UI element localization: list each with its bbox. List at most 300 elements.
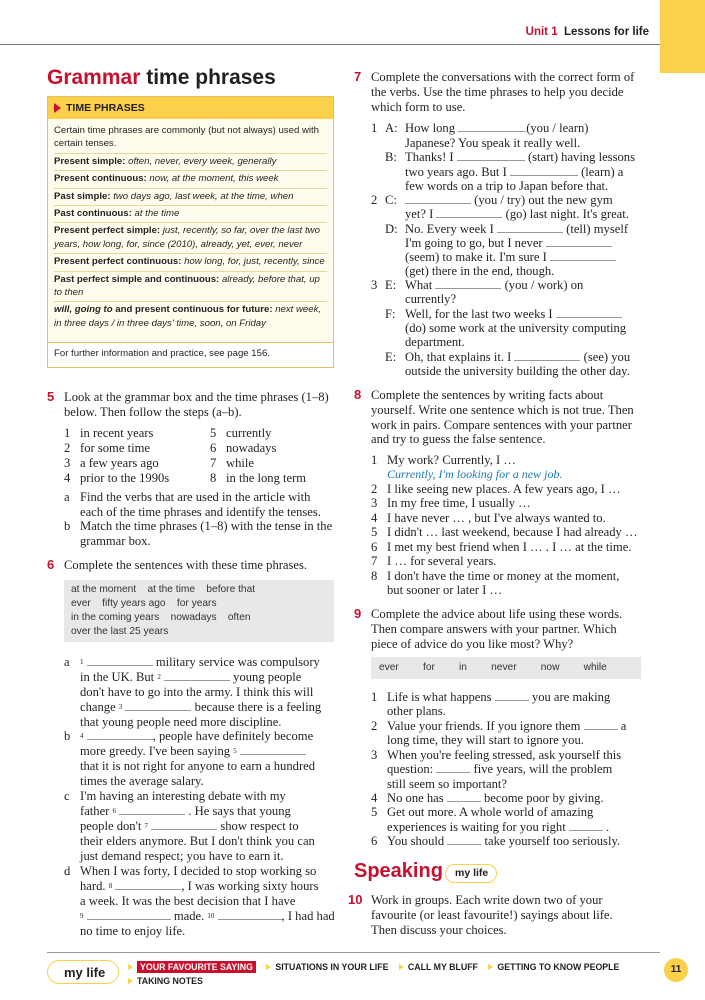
ex6-a-line <box>80 655 320 670</box>
entry <box>54 302 327 332</box>
ex5-phrase <box>210 441 276 456</box>
text: hard. <box>80 879 106 893</box>
ex6-b-line: times the average salary. <box>80 774 204 788</box>
ex5-phrase <box>210 471 306 486</box>
blank[interactable] <box>584 720 618 730</box>
text: yet? I <box>405 207 434 221</box>
entry-phrases: already, before that, up to then <box>54 273 320 299</box>
ex6-d-line <box>80 909 335 924</box>
text: father <box>80 804 110 818</box>
entry-tense: Past continuous: <box>54 208 132 220</box>
entry <box>54 189 327 206</box>
text: . He says that young <box>188 804 291 818</box>
step-letter: a <box>64 490 70 504</box>
word: never <box>491 662 517 673</box>
ex8-item <box>371 569 619 584</box>
text: Well, for the last two weeks I <box>405 307 553 321</box>
blank[interactable] <box>435 279 501 289</box>
entry-phrases: next week, in three days / in three days' time, soon, on Friday <box>54 304 322 329</box>
unit-title: Lessons for life <box>564 26 649 38</box>
word: ever <box>71 598 91 609</box>
step-letter: b <box>64 519 71 533</box>
entry <box>54 272 327 303</box>
ex9-word-box <box>371 657 641 679</box>
item-num: 6 <box>371 834 378 848</box>
entry-tense-italic: will, going to <box>54 304 113 316</box>
sup: 3 <box>118 703 123 711</box>
ex6-number: 6 <box>47 557 55 572</box>
blank[interactable] <box>405 194 471 204</box>
text: young people <box>233 670 302 684</box>
footer-link[interactable] <box>128 962 256 972</box>
triangle-icon <box>488 964 493 970</box>
ex7-number: 7 <box>354 69 362 84</box>
text: (seem) to make it. I'm sure I <box>405 250 547 264</box>
text: , people have definitely become <box>152 729 314 743</box>
text: because there is a feeling <box>194 700 322 714</box>
ex7-speaker: B: <box>385 150 397 164</box>
header-rule <box>0 44 660 45</box>
step-text: Find the verbs that are used in the article with each of the time phrases and identify the tenses. <box>80 490 321 519</box>
blank[interactable] <box>447 792 481 802</box>
text: You should <box>387 834 445 848</box>
blank[interactable] <box>218 910 282 920</box>
ex6-d-line: When I was forty, I decided to stop working so <box>80 864 317 878</box>
ex5-instruction: Look at the grammar box and the time phrases (1–8) below. Then follow the steps (a–b). <box>64 390 329 419</box>
ex9-item-cont: other plans. <box>387 704 446 718</box>
word: before that <box>206 584 256 595</box>
text: Get out more. A whole world of amazing <box>387 805 594 819</box>
ex7-line <box>405 207 629 222</box>
text: military service was compulsory <box>155 655 320 669</box>
ex8-item <box>371 525 638 540</box>
phrase-num: 5 <box>210 426 217 440</box>
ex6-c-line <box>80 819 299 834</box>
ex7-line <box>405 350 630 365</box>
ex6-instruction: Complete the sentences with these time phrases. <box>64 558 308 572</box>
entry-tense: Present simple: <box>54 155 126 167</box>
ex7-speaker: E: <box>385 278 397 292</box>
entry <box>54 171 327 188</box>
footer-link[interactable] <box>128 976 203 986</box>
ex6-a-line: don't have to go into the army. I think this will <box>80 685 314 699</box>
ex6-a-line <box>80 670 301 685</box>
ex7-speaker: A: <box>385 121 398 135</box>
footer-rule <box>47 952 660 953</box>
text: question: <box>387 762 434 776</box>
ex9-item <box>371 719 626 734</box>
phrase-num: 4 <box>64 471 71 485</box>
ex8-instruction: Complete the sentences by writing facts about yourself. Write one sentence which is not true. Then work in pairs. Compare sentences with your partner and try to guess the false sentence. <box>371 388 634 447</box>
phrase-text: currently <box>226 426 272 440</box>
text: , I was working sixty hours <box>181 879 319 893</box>
phrase-text: in recent years <box>80 426 154 440</box>
blank[interactable] <box>556 308 622 318</box>
ex8-item <box>371 453 516 468</box>
word: in the coming years <box>71 612 160 623</box>
ex6-d-line: a week. It was the best decision that I have <box>80 894 296 908</box>
blank[interactable] <box>458 122 526 132</box>
footer-link[interactable] <box>266 962 388 972</box>
phrase-text: in the long term <box>226 471 307 485</box>
header-tab <box>660 0 705 73</box>
text: Thanks! I <box>405 150 454 164</box>
ex7-line <box>405 121 588 136</box>
ex6-c-line: I'm having an interesting debate with my <box>80 789 286 803</box>
blank[interactable] <box>87 910 171 920</box>
word: over the last 25 years <box>71 626 169 637</box>
blank[interactable] <box>164 671 230 681</box>
phrase-text: nowadays <box>226 441 277 455</box>
ex7-line: (get) there in the end, though. <box>405 264 555 278</box>
ex6-word-row <box>71 598 217 609</box>
ex9-number: 9 <box>354 606 362 621</box>
ex7-line: currently? <box>405 292 457 306</box>
item-num: 3 <box>371 748 378 762</box>
ex9-item-cont: still seem so important? <box>387 777 507 791</box>
text: Life is what happens <box>387 690 492 704</box>
text: five years, will the problem <box>473 762 613 776</box>
ex7-line <box>405 150 635 165</box>
phrase-num: 1 <box>64 426 71 440</box>
item-text: I didn't … last weekend, because I had already … <box>387 525 638 539</box>
blank[interactable] <box>151 820 217 830</box>
entry-phrases: two days ago, last week, at the time, when <box>113 190 294 202</box>
text: . <box>606 820 610 834</box>
word: for <box>422 662 435 673</box>
ex5-phrase <box>210 456 254 471</box>
text: (you / try) out the new gym <box>474 193 613 207</box>
footer-link[interactable] <box>399 962 478 972</box>
time-phrases-body <box>48 119 333 332</box>
ex6-d-line <box>80 879 318 894</box>
entry <box>54 254 327 271</box>
footer-link-label: GETTING TO KNOW PEOPLE <box>497 962 620 972</box>
entry-phrases: how long, for, just, recently, since <box>184 256 325 268</box>
text: become poor by giving. <box>483 791 604 805</box>
item-text: I … for several years. <box>387 554 497 568</box>
ex5-number: 5 <box>47 389 55 404</box>
item-num: 6 <box>371 540 378 554</box>
item-num: 1 <box>371 453 378 467</box>
item-num: 8 <box>371 569 378 583</box>
blank[interactable] <box>546 237 612 247</box>
item-text: In my free time, I usually … <box>387 496 531 510</box>
ex6-b-line <box>80 744 306 759</box>
text: I'm going to go, but I never <box>405 236 543 250</box>
entry-phrases: just, recently, so far, over the last two years, how long, for, since (2010), already, yet, ever, never <box>54 225 320 250</box>
ex6-d-letter: d <box>64 864 71 878</box>
ex5-phrase <box>64 471 169 486</box>
ex6-c-line <box>80 804 291 819</box>
ex7-num: 2 <box>371 193 378 207</box>
step-text: Match the time phrases (1–8) with the tense in the grammar box. <box>80 519 333 548</box>
footer-link-label: SITUATIONS IN YOUR LIFE <box>275 962 389 972</box>
footer-link-label: CALL MY BLUFF <box>407 962 478 972</box>
ex8-example: Currently, I'm looking for a new job. <box>387 467 563 481</box>
blank[interactable] <box>497 223 563 233</box>
ex6-d-line: no time to enjoy life. <box>80 924 186 938</box>
item-num: 2 <box>371 719 378 733</box>
text: (see) you <box>583 350 631 364</box>
blank[interactable] <box>495 691 529 701</box>
my-life-badge: my life <box>445 864 497 883</box>
triangle-icon <box>399 964 404 970</box>
triangle-icon <box>54 103 61 113</box>
word: nowadays <box>170 612 217 623</box>
sup: 10 <box>207 912 215 920</box>
item-num: 4 <box>371 791 378 805</box>
text: (you / learn) <box>526 121 589 135</box>
sup: 9 <box>80 912 84 920</box>
title-red: Grammar <box>47 66 141 89</box>
box-heading-text: TIME PHRASES <box>66 102 145 114</box>
ex7-line: outside the university building the other day. <box>405 364 630 378</box>
ex6-a-line: that young people need more discipline. <box>80 715 282 729</box>
ex9-item <box>371 805 593 820</box>
text: a <box>620 719 627 733</box>
ex6-word-box <box>64 580 334 642</box>
text: in the UK. But <box>80 670 155 684</box>
entry-phrases: now, at the moment, this week <box>149 173 279 185</box>
word: for years <box>176 598 217 609</box>
text: , I had had <box>281 909 335 923</box>
ex7-speaker: C: <box>385 193 397 207</box>
page-title <box>47 66 276 90</box>
text: No. Every week I <box>405 222 494 236</box>
blank[interactable] <box>87 656 153 666</box>
triangle-icon <box>128 978 133 984</box>
item-text: My work? Currently, I … <box>387 453 516 467</box>
text: No one has <box>387 791 444 805</box>
ex6-b-line: that it is not right for anyone to earn a hundred <box>80 759 316 773</box>
ex9-item <box>371 834 620 849</box>
triangle-icon <box>266 964 271 970</box>
item-num: 2 <box>371 482 378 496</box>
entry <box>54 223 327 254</box>
entry-tense: Present perfect simple: <box>54 225 161 237</box>
entry-tense: Past simple: <box>54 190 111 202</box>
ex7-line <box>405 278 583 293</box>
word: while <box>583 662 607 673</box>
ex6-word-row <box>71 626 168 637</box>
footer-link[interactable] <box>488 962 619 972</box>
text: show respect to <box>220 819 299 833</box>
blank[interactable] <box>510 166 578 176</box>
blank[interactable] <box>447 835 481 845</box>
phrase-num: 2 <box>64 441 71 455</box>
ex7-line: Japanese? You speak it really well. <box>405 136 581 150</box>
item-num: 7 <box>371 554 378 568</box>
page-number: 11 <box>664 958 688 982</box>
ex8-item-cont: but sooner or later I … <box>387 583 503 597</box>
sup: 4 <box>80 732 84 740</box>
blank[interactable] <box>125 701 191 711</box>
text: When you're feeling stressed, ask yourself this <box>387 748 622 762</box>
ex5-phrase <box>64 426 153 441</box>
ex8-item <box>371 540 631 555</box>
text: made. <box>173 909 205 923</box>
entry-phrases: often, never, every week, generally <box>128 155 277 167</box>
item-text: I don't have the time or money at the moment, <box>387 569 620 583</box>
phrase-text: for some time <box>80 441 150 455</box>
entry <box>54 154 327 171</box>
word: at the time <box>147 584 196 595</box>
ex10-number: 10 <box>348 892 363 907</box>
text: Value your friends. If you ignore them <box>387 719 581 733</box>
blank[interactable] <box>514 351 580 361</box>
ex9-item <box>371 791 604 806</box>
ex8-item <box>371 496 531 511</box>
text: more greedy. I've been saying <box>80 744 231 758</box>
blank[interactable] <box>87 730 153 740</box>
ex5-step <box>64 519 336 549</box>
blank[interactable] <box>569 821 603 831</box>
word: fifty years ago <box>102 598 166 609</box>
ex7-line <box>405 193 613 208</box>
entry-tense: and present continuous for future: <box>112 304 273 316</box>
ex9-item-cont <box>387 762 612 777</box>
phrase-num: 6 <box>210 441 217 455</box>
footer-links <box>128 960 648 988</box>
text: people don't <box>80 819 142 833</box>
ex5-step <box>64 490 336 520</box>
ex9-item-cont: long time, they will start to ignore you. <box>387 733 584 747</box>
sup: 1 <box>80 658 84 666</box>
intro: Certain time phrases are commonly (but not always) used with certain tenses. <box>54 123 327 154</box>
ex9-item-cont <box>387 820 609 835</box>
footer-link-label: YOUR FAVOURITE SAYING <box>137 961 256 973</box>
ex5-phrase <box>210 426 271 441</box>
item-text: I have never … , but I've always wanted to. <box>387 511 606 525</box>
ex7-instruction: Complete the conversations with the correct form of the verbs. Use the time phrases to help you decide which form to use. <box>371 70 635 114</box>
ex7-num: 3 <box>371 278 378 292</box>
ex8-item <box>371 482 621 497</box>
ex5-phrase <box>64 441 150 456</box>
phrase-num: 3 <box>64 456 71 470</box>
sup: 6 <box>112 807 117 815</box>
unit-label: Unit 1 <box>525 26 558 38</box>
ex8-item <box>371 511 606 526</box>
text: experiences is waiting for you right <box>387 820 566 834</box>
ex9-item <box>371 690 610 705</box>
ex7-line: department. <box>405 335 465 349</box>
time-phrases-box <box>47 96 334 368</box>
ex5-phrase <box>64 456 159 471</box>
blank[interactable] <box>119 805 185 815</box>
text: two years ago. But I <box>405 165 507 179</box>
phrase-text: a few years ago <box>80 456 159 470</box>
ex7-speaker: F: <box>385 307 396 321</box>
blank[interactable] <box>115 880 181 890</box>
ex6-b-line <box>80 729 313 744</box>
ex8-number: 8 <box>354 387 362 402</box>
word: at the moment <box>71 584 137 595</box>
ex7-line <box>405 222 628 237</box>
blank[interactable] <box>457 151 525 161</box>
sup: 8 <box>108 882 113 890</box>
blank[interactable] <box>436 763 470 773</box>
word: ever <box>379 662 399 673</box>
footer-my-life-badge: my life <box>47 960 119 984</box>
ex6-b-letter: b <box>64 729 71 743</box>
item-text: I met my best friend when I … . I … at the time. <box>387 540 632 554</box>
text: take yourself too seriously. <box>484 834 621 848</box>
ex6-c-line: their elders anymore. But I don't think you can <box>80 834 315 848</box>
ex7-speaker: E: <box>385 350 397 364</box>
ex6-word-row <box>71 584 255 595</box>
entry-tense: Present perfect continuous: <box>54 256 182 268</box>
ex7-line <box>405 236 612 251</box>
time-phrases-heading <box>48 97 333 119</box>
item-num: 5 <box>371 525 378 539</box>
item-num: 3 <box>371 496 378 510</box>
text: How long <box>405 121 456 135</box>
ex8-item <box>371 554 496 569</box>
item-num: 1 <box>371 690 378 704</box>
phrase-num: 7 <box>210 456 217 470</box>
time-phrases-footer: For further information and practice, see page 156. <box>48 342 333 367</box>
word: often <box>227 612 251 623</box>
word: now <box>540 662 560 673</box>
text: (go) last night. It's great. <box>505 207 629 221</box>
speaking-title: Speaking <box>354 860 443 882</box>
sup: 5 <box>233 747 237 755</box>
ex6-c-letter: c <box>64 789 70 803</box>
header-title <box>526 26 649 38</box>
text: Oh, that explains it. I <box>405 350 512 364</box>
ex7-line <box>405 165 623 180</box>
item-num: 4 <box>371 511 378 525</box>
title-rest: time phrases <box>146 66 276 89</box>
item-text: I like seeing new places. A few years ago, I … <box>387 482 621 496</box>
word: in <box>459 662 467 673</box>
text: (tell) myself <box>566 222 629 236</box>
ex6-c-line: just demand respect; you have to earn it. <box>80 849 284 863</box>
ex7-line: few words on a trip to Japan before that. <box>405 179 609 193</box>
sup: 7 <box>144 822 149 830</box>
ex7-line: (do) some work at the university computing <box>405 321 627 335</box>
blank[interactable] <box>550 251 616 261</box>
ex7-line <box>405 307 622 322</box>
ex6-word-row <box>71 612 251 623</box>
entry <box>54 206 327 223</box>
ex7-line <box>405 250 616 265</box>
entry-tense: Present continuous: <box>54 173 147 185</box>
phrase-num: 8 <box>210 471 217 485</box>
text: change <box>80 700 116 714</box>
ex6-a-line <box>80 700 321 715</box>
sup: 2 <box>157 673 161 681</box>
ex7-num: 1 <box>371 121 378 135</box>
blank[interactable] <box>240 745 306 755</box>
ex9-item <box>371 748 621 763</box>
ex7-speaker: D: <box>385 222 398 236</box>
ex10-instruction: Work in groups. Each write down two of your favourite (or least favourite!) sayings about life. Then discuss your choices. <box>371 893 613 937</box>
text: you are making <box>531 690 611 704</box>
item-num: 5 <box>371 805 378 819</box>
text: What <box>405 278 433 292</box>
entry-tense: Past perfect simple and continuous: <box>54 273 220 285</box>
blank[interactable] <box>436 208 502 218</box>
text: (you / work) on <box>504 278 584 292</box>
ex9-instruction: Complete the advice about life using these words. Then compare answers with your partner. Which piece of advice do you like most? Why? <box>371 607 623 651</box>
entry-phrases: at the time <box>134 208 180 220</box>
text: (learn) a <box>581 165 624 179</box>
triangle-icon <box>128 964 133 970</box>
footer-link-label: TAKING NOTES <box>137 976 203 986</box>
phrase-text: while <box>226 456 254 470</box>
